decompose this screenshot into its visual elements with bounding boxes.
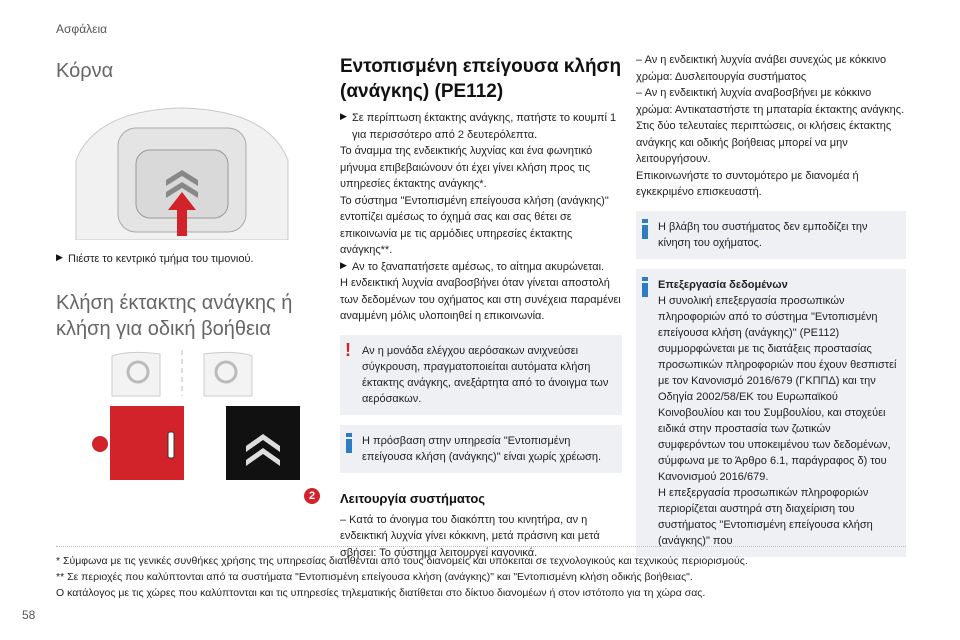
column-middle xyxy=(340,52,622,561)
arrow-bullet-icon: ▶ xyxy=(340,259,347,270)
info-note-fault: Η βλάβη του συστήματος δεν εμποδίζει την κίνηση του οχήματος. xyxy=(636,211,906,259)
section-label: Ασφάλεια xyxy=(56,22,108,36)
badge-2-label: 2 xyxy=(309,490,316,502)
footnotes xyxy=(56,546,906,601)
footnote-1: * Σύμφωνα με τις γενικές συνθήκες χρήσης της υπηρεσίας διατίθενται από τους διανομείς και υπόκειται σε τεχνολογικούς και τεχνικούς περιορισμούς. xyxy=(56,555,748,567)
page-number: 58 xyxy=(22,608,36,622)
column-right xyxy=(636,52,906,567)
contact-dealer: Επικοινωνήστε το συντομότερο με διανομέα ή εγκεκριμένο επισκευαστή. xyxy=(636,169,859,198)
info-icon xyxy=(642,277,648,297)
title-horn: Κόρνα xyxy=(56,60,114,82)
pe112-p5: Η ενδεικτική λυχνία αναβοσβήνει όταν γίνεται αποστολή των δεδομένων του οχήματος και στη συνέχεια παραμένει αναμμένη μόλις υλοποιηθεί η επικοινωνία. xyxy=(340,277,621,322)
info-note-free: Η πρόσβαση στην υπηρεσία "Εντοπισμένη επείγουσα κλήση (ανάγκης)" είναι χωρίς χρέωση. xyxy=(340,425,622,473)
steering-wheel-illustration xyxy=(56,100,308,240)
arrow-bullet-icon: ▶ xyxy=(340,111,347,121)
data-processing-p1: Η συνολική επεξεργασία προσωπικών πληροφοριών από το σύστημα "Εντοπισμένη επείγουσα κλήση (ανάγκης)" (PE112) συμμορφώνεται με τις διατάξεις προστασίας προσωπικών πληροφοριών που έχουν θεσπιστεί με τον Κανονισμό 2016/679 (ΓΚΠΠΔ) και την Οδηγία 2002/58/ΕΚ του Ευρωπαϊκού Κοινοβουλίου και του Συμβουλίου, και στοχεύει ειδικά στην προστασία των ζωτικών συμφερόντων του υποκειμένου των δεδομένων, σύμφωνα με το Άρθρο 6.1, παράγραφος δ) του Κανονισμού 2016/679. xyxy=(658,294,897,483)
arrow-bullet-icon: ▶ xyxy=(56,252,63,262)
system-operation-text: – Κατά το άνοιγμα του διακόπτη του κινητήρα, αν η ενδεικτική λυχνία γίνει κόκκινη, μετά πράσινη και μετά σβήσει: Το σύστημα λειτουργεί κανονικά. xyxy=(340,513,600,559)
column-left xyxy=(56,52,316,507)
pe112-p3: Το σύστημα "Εντοπισμένη επείγουσα κλήση (ανάγκης)" εντοπίζει αμέσως το όχημά σας και σας θέτει σε επικοινωνία με τις αρμόδιες υπηρεσίες έκτακτης ανάγκης**. xyxy=(340,194,609,256)
page-header xyxy=(0,0,960,42)
subtitle-system-operation: Λειτουργία συστήματος xyxy=(340,490,486,506)
info-icon xyxy=(642,219,648,239)
pe112-p1: Σε περίπτωση έκτακτης ανάγκης, πατήστε το κουμπί 1 για περισσότερο από 2 δευτερόλεπτα. xyxy=(352,112,617,141)
sos-label: SOS xyxy=(126,478,165,498)
pe112-p4: Αν το ξαναπατήσετε αμέσως, το αίτημα ακυρώνεται. xyxy=(352,260,605,273)
warning-note: ! Αν η μονάδα ελέγχου αερόσακων ανιχνεύσει σύγκρουση, πραγματοποιείται αυτόματα κλήση έκτακτης ανάγκης, ανεξάρτητα από το άνοιγμα των αερόσακων. xyxy=(340,335,622,415)
badge-1: 1 xyxy=(96,495,103,507)
info-icon xyxy=(346,433,352,453)
warning-icon: ! xyxy=(345,339,351,360)
status-red-flashing: – Αν η ενδεικτική λυχνία αναβοσβήνει με κόκκινο χρώμα: Αντικαταστήστε τη μπαταρία έκτακτης ανάγκης. xyxy=(636,87,905,116)
footnote-3: Ο κατάλογος με τις χώρες που καλύπτονται και τις υπηρεσίες τηλεματικής διατίθεται στο δίκτυο διανομέων ή στον ιστότοπο για τη χώρα σας. xyxy=(56,587,706,599)
status-note: Στις δύο τελευταίες περιπτώσεις, οι κλήσεις έκτακτης ανάγκης και οδικής βοήθειας μπορεί να μην λειτουργήσουν. xyxy=(636,120,892,165)
horn-step: ▶ Πιέστε το κεντρικό τμήμα του τιμονιού. xyxy=(56,251,308,268)
pe112-p2: Το άναμμα της ενδεικτικής λυχνίας και ένα φωνητικό μήνυμα επιβεβαιώνουν ότι έχει γίνει κλήση προς τις υπηρεσίες έκτακτης ανάγκης*. xyxy=(340,145,593,190)
footnote-2: ** Σε περιοχές που καλύπτονται από τα συστήματα "Εντοπισμένη επείγουσα κλήση (ανάγκης)" και "Εντοπισμένη κλήση οδικής βοήθειας". xyxy=(56,571,693,583)
sos-buttons-illustration xyxy=(56,350,308,490)
info-note-data xyxy=(636,269,906,557)
data-processing-title: Επεξεργασία δεδομένων xyxy=(658,278,788,291)
title-pe112: Εντοπισμένη επείγουσα κλήση (ανάγκης) (PE112) xyxy=(340,56,622,102)
status-red-steady: – Αν η ενδεικτική λυχνία ανάβει συνεχώς με κόκκινο χρώμα: Δυσλειτουργία συστήματος xyxy=(636,54,887,83)
data-processing-p2: Η επεξεργασία προσωπικών πληροφοριών περιορίζεται αυστηρά στη διαχείριση του συστήματος "Εντοπισμένη επείγουσα κλήση (ανάγκης)" που xyxy=(658,486,873,547)
title-emergency-call: Κλήση έκτακτης ανάγκης ή κλήση για οδική βοήθεια xyxy=(56,291,293,340)
